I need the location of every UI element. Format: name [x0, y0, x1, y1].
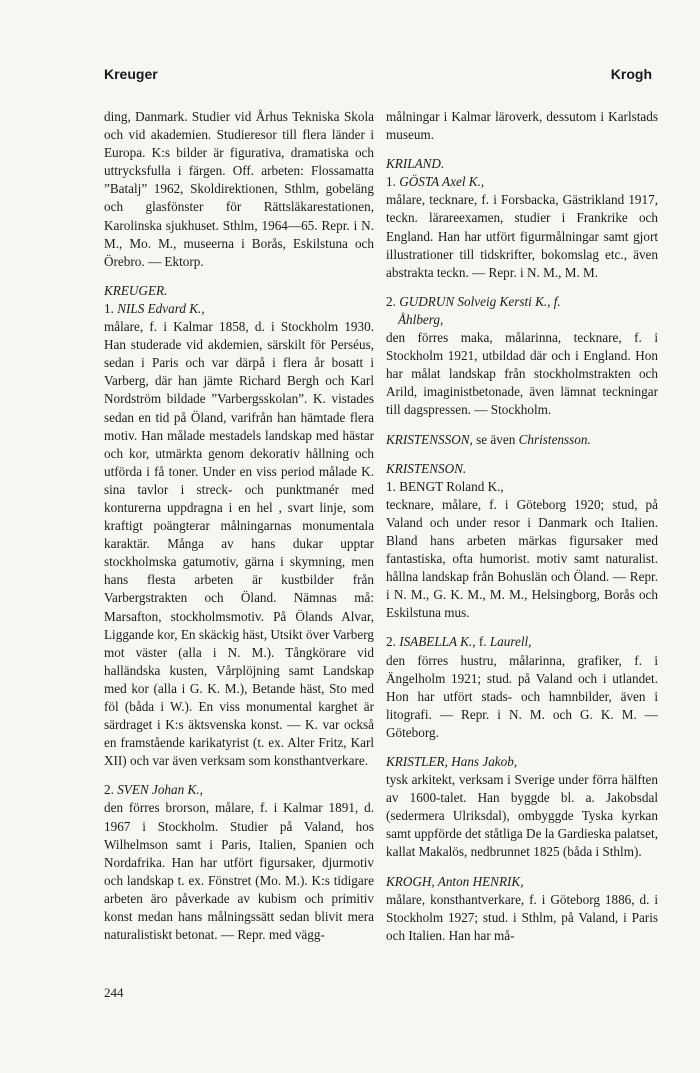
entry-kristensson-crossref: [386, 431, 658, 449]
page-number: 244: [104, 985, 124, 1000]
see-also-label: se även: [476, 431, 516, 447]
running-head-right: Krogh: [610, 66, 652, 82]
entry-number: 2.: [104, 782, 114, 798]
entry-text: målare, tecknare, f. i Forsbacka, Gästrikland 1917, teckn. lärareexamen, studier i Frankrike och England. Han har utfört figurmålningar samt gjort illustrationer till tidskrifter, bokomslag etc., även abstrakta teckn. — Repr. i N. M., M. M.: [386, 192, 658, 280]
subentry-gudrun: [386, 293, 658, 420]
person-name: ISABELLA K.,: [399, 634, 476, 650]
entry-text: tysk arkitekt, verksam i Sverige under förra hälften av 1600-talet. Han byggde bl. a. Jakobsdal (sedermera Ulriksdal), ombyggde Tyska kyrkan samt uppförde det ståtliga De la Gardieska palatset, kallat Makalös, nedbrunnet 1825 (båda i Sthlm).: [386, 772, 658, 860]
surname-heading: KREUGER.: [104, 282, 168, 298]
running-head-left: Kreuger: [104, 66, 158, 82]
subentry-isabella: [386, 633, 658, 742]
subentry-gosta: [386, 173, 658, 282]
left-column: [104, 108, 374, 944]
entry-continuation: målningar i Kalmar läroverk, dessutom i Karlstads museum.: [386, 109, 658, 143]
surname-heading: KROGH, Anton HENRIK,: [386, 873, 524, 889]
entry-kriland: [386, 155, 658, 419]
entry-number: 1.: [386, 174, 396, 190]
entry-kreuger: [104, 282, 374, 944]
surname-heading: KRILAND.: [386, 156, 445, 172]
entry-number: 2.: [386, 634, 396, 650]
entry-text: den förres brorson, målare, f. i Kalmar 1891, d. 1967 i Stockholm. Studier på Valand, hos Wilhelmson samt i Paris, Italien, Spanien och Nordafrika. Han har utfört figursaker, djurmotiv och landskap t. ex. Fönstret (Mo. M.). K:s tidigare arbeten äro påverkade av kubism och primitiv konst medan hans målningssätt sedan blivit mera naturalistiskt betonat. — Repr. med vägg-: [104, 800, 374, 943]
entry-text: målare, konsthantverkare, f. i Göteborg 1886, d. i Stockholm 1927; stud. i Sthlm, på Valand, i Paris och Italien. Han har må-: [386, 891, 658, 943]
person-name: GUDRUN Solveig Kersti K., f.: [399, 293, 561, 309]
surname-heading: KRISTENSON.: [386, 460, 467, 476]
person-name: NILS Edvard K.,: [117, 300, 205, 316]
person-name: GÖSTA Axel K.,: [399, 174, 485, 190]
entry-text: tecknare, målare, f. i Göteborg 1920; stud, på Valand och under resor i Danmark och Italien. Bland hans arbeten märkas figursaker med fantastiska, ofta humorist. motiv samt naturalist. hållna landskap från Bohuslän och Öland. — Repr. i N. M., G. K. M., M. M., Helsingborg, Borås och Eskilstuna mus.: [386, 496, 658, 621]
maiden-name: Åhlberg,: [398, 311, 444, 327]
subentry-nils: [104, 300, 374, 770]
maiden-name: Laurell,: [489, 634, 532, 650]
entry-text: den förres maka, målarinna, tecknare, f. i Stockholm 1921, utbildad där och i England. Hon har målat landskap från stockholmstrakten och Arild, imaginistbetonade, även lämnat teckningar till dagspressen. — Stockholm.: [386, 330, 658, 418]
person-name: SVEN Johan K.,: [117, 782, 203, 798]
entry-kristenson: [386, 460, 658, 742]
born-abbrev: f.: [478, 634, 487, 650]
entry-krogh: [386, 873, 658, 945]
subentry-bengt: [386, 478, 658, 623]
entry-text: målare, f. i Kalmar 1858, d. i Stockholm 1930. Han studerade vid akdemien, särskilt för Perséus, sedan i Paris och var därpå i flera år bosatt i Varberg, där han jämte Richard Bergh och Karl Nordström bildade ”Varbergsskolan”. K. vistades sedan en tid på Öland, varifrån han hämtade flera motiv. Han målade mestadels landskap med hästar och kor, utmärkta genom dekorativ hållning och utförda i få toner. Under en viss period målade K. sina tavlor i streck- och punktmanér med konturerna uppdragna i en hel , svart linje, som kraftigt poängterar målningarnas monumentala karaktär. Många av hans dukar upptar stockholmska gatumotiv, gärna i skymning, men hans flesta arbeten är kustbilder från Varbergstrakten och Öland. Nämnas må: Marsafton, stockholmsmotiv. På Ölands Alvar, Liggande kor, En skäckig häst, Utsikt över Varberg mot väster (alla i N. M.). Tångkörare vid halländska kusten, Vårplöjning samt Landskap med kor (alla i G. K. M.), Betande häst, Sto med föl (båda i W.). En viss monumental karghet är särdraget i K:s äktsvenska konst. — K. var också en framstående karikatyrist (t. ex. Alter Fritz, Karl XII) och var även verksam som konsthantverkare.: [104, 319, 374, 769]
surname-heading: KRISTENSSON,: [386, 431, 473, 447]
cross-reference: Christensson.: [518, 431, 591, 447]
right-column: [386, 108, 658, 945]
entry-kristler: [386, 753, 658, 862]
subentry-sven: [104, 781, 374, 944]
entry-text: den förres hustru, målarinna, grafiker, f. i Ängelholm 1921; stud. på Valand och i utlandet. Hon har utfört stads- och hamnbilder, även i litografi. — Repr. i N. M. och G. K. M. — Göteborg.: [386, 652, 658, 740]
entry-number: 1.: [104, 300, 114, 316]
surname-heading: KRISTLER, Hans Jakob,: [386, 754, 518, 769]
entry-continuation: ding, Danmark. Studier vid Århus Tekniska Skola och vid akademien. Studieresor till flera länder i Europa. K:s bilder är figurativa, dramatiska och uttrycksfulla i färgen. Off. arbeten: Flossamatta ”Batalj” 1962, Skoldirektionen, Sthlm, gobeläng och glasfönster för Rättsläkarestationen, Karolinska sjukhuset. Sthlm, 1964—65. Repr. i N. M., Mo. M., museerna i Borås, Eskilstuna och Örebro. — Ektorp.: [104, 109, 374, 269]
person-name: 1. BENGT Roland K.,: [386, 478, 504, 494]
entry-number: 2.: [386, 293, 396, 309]
